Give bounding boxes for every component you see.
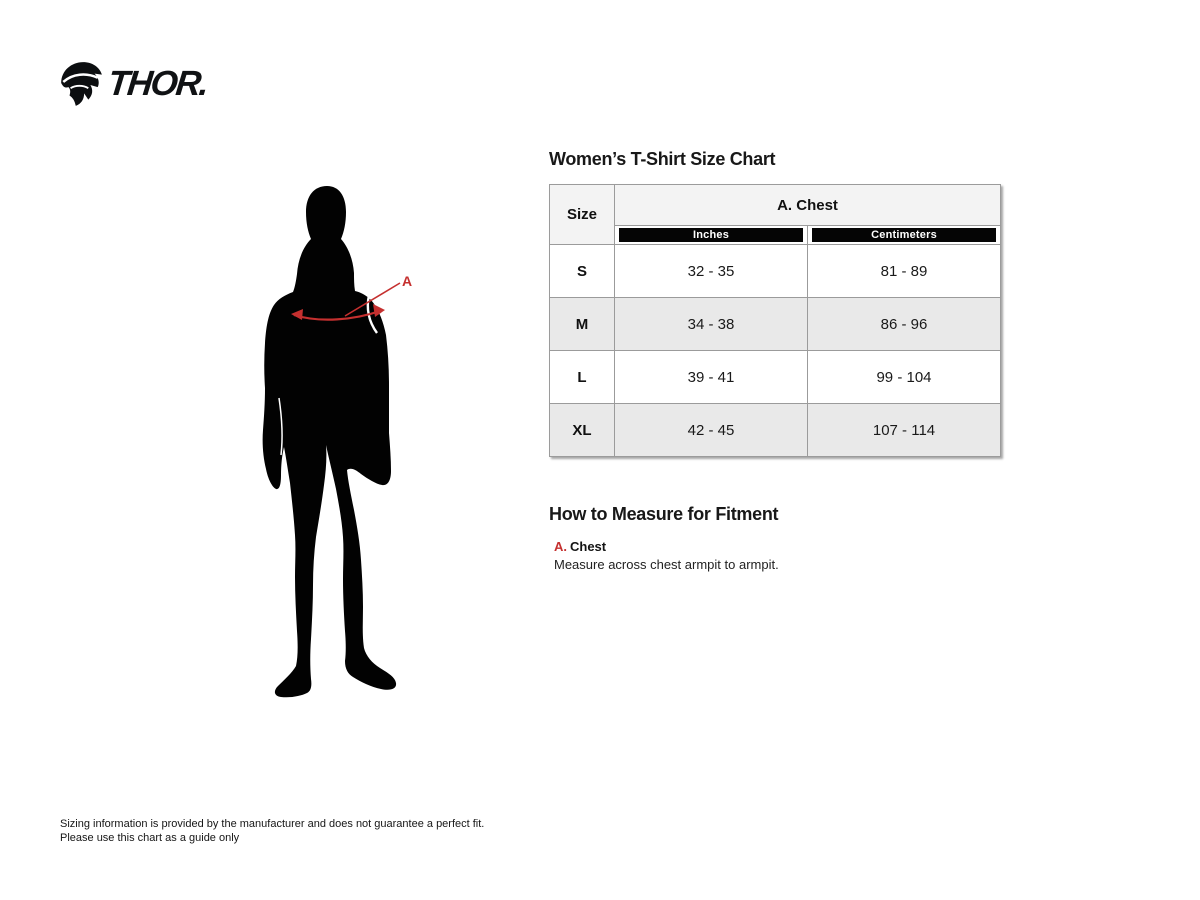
centimeters-value: 86 - 96 [808,298,1001,351]
centimeters-value: 107 - 114 [808,404,1001,457]
size-label: XL [550,404,615,457]
header-inches: Inches [619,228,803,242]
disclaimer [60,817,484,845]
size-chart-title: Women’s T-Shirt Size Chart [549,149,776,169]
centimeters-value: 81 - 89 [808,245,1001,298]
header-centimeters: Centimeters [812,228,996,242]
thor-ram-icon [58,60,104,108]
inches-value: 39 - 41 [615,351,808,404]
size-label: M [550,298,615,351]
table-row-s [550,245,1001,298]
size-label: S [550,245,615,298]
table-row-l [550,351,1001,404]
measure-item-name: Chest [570,539,607,554]
header-chest-group: A. Chest [615,185,1001,226]
table-row-xl [550,404,1001,457]
measure-item-chest [554,539,606,554]
size-table [549,184,1001,457]
size-label: L [550,351,615,404]
disclaimer-line1: Sizing information is provided by the manufacturer and does not guarantee a perfect fit. [60,818,485,830]
measure-item-description: Measure across chest armpit to armpit. [554,557,779,572]
centimeters-value: 99 - 104 [808,351,1001,404]
howto-title: How to Measure for Fitment [549,504,779,524]
header-size: Size [550,185,615,245]
table-row-m [550,298,1001,351]
measure-item-letter: A. [554,539,567,554]
disclaimer-line2: Please use this chart as a guide only [60,832,240,844]
inches-value: 32 - 35 [615,245,808,298]
inches-value: 34 - 38 [615,298,808,351]
brand-wordmark: THOR. [106,64,209,103]
brand-logo [58,60,207,108]
measurement-figure [250,183,420,708]
annotation-label: A [402,273,413,289]
inches-value: 42 - 45 [615,404,808,457]
